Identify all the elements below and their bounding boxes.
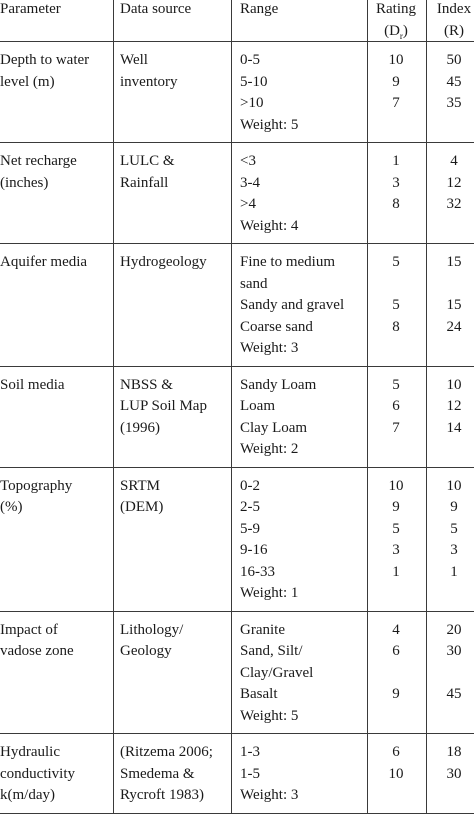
- data-source-cell: [120, 244, 238, 274]
- range-value: 0-5: [240, 52, 260, 68]
- data-source-cell: [120, 734, 238, 807]
- rating-value: 8: [392, 318, 400, 335]
- header-index-label: Index: [436, 1, 472, 17]
- index-value: 45: [446, 686, 462, 702]
- rating-value: 1: [392, 153, 400, 169]
- parameter-text: Soil media: [0, 376, 65, 393]
- index-value: [430, 663, 474, 685]
- rating-cell: [368, 143, 424, 216]
- rating-cell: [368, 42, 424, 115]
- range-value: Basalt: [240, 686, 278, 702]
- data-source-text: Rainfall: [120, 174, 169, 191]
- index-cell: [430, 612, 474, 706]
- data-source-cell: [120, 367, 238, 440]
- data-source-text: SRTM: [120, 477, 160, 494]
- range-cell: [240, 367, 368, 461]
- rating-value: 7: [392, 95, 400, 111]
- weight-value: Weight: 3: [240, 340, 299, 356]
- rating-value: 3: [392, 542, 400, 558]
- range-value: 0-2: [240, 477, 260, 494]
- weight-value: Weight: 5: [240, 116, 299, 133]
- index-value: 24: [446, 318, 462, 335]
- range-value: Fine to medium: [240, 254, 335, 270]
- parameter-text: (%): [0, 499, 23, 515]
- index-value: 18: [446, 744, 462, 760]
- data-source-text: LUP Soil Map: [120, 398, 207, 414]
- index-cell: [430, 143, 474, 216]
- rating-value: 4: [392, 621, 400, 638]
- rating-value: 10: [388, 477, 404, 494]
- header-index-symbol: (R): [444, 23, 464, 39]
- rating-value: 6: [392, 643, 400, 659]
- table-row: [0, 244, 474, 367]
- index-value: 3: [450, 542, 458, 558]
- data-source-text: inventory: [120, 73, 178, 90]
- range-value: 1-3: [240, 744, 260, 760]
- range-value: Coarse sand: [240, 318, 313, 335]
- range-cell: [240, 143, 368, 237]
- index-value: 1: [450, 563, 458, 580]
- range-cell: [240, 734, 368, 807]
- header-rating-symbol: $(D_r)$: [384, 23, 408, 41]
- table-row: [0, 734, 474, 814]
- index-value: 12: [446, 398, 462, 414]
- parameter-cell: [0, 612, 112, 663]
- data-source-cell: [120, 42, 238, 93]
- range-value: 5-10: [240, 73, 268, 90]
- range-cell: [240, 244, 368, 360]
- table-row: [0, 367, 474, 468]
- data-source-cell: [120, 612, 238, 663]
- table-row: [0, 468, 474, 612]
- parameter-text: Topography: [0, 477, 73, 494]
- range-value: 2-5: [240, 499, 260, 515]
- data-source-text: Smedema &: [120, 765, 195, 782]
- parameter-text: Net recharge: [0, 153, 77, 169]
- rating-value: 6: [392, 398, 400, 414]
- header-row: [0, 0, 474, 42]
- rating-value: 10: [388, 765, 404, 782]
- index-value: 5: [450, 520, 458, 537]
- parameter-text: Impact of: [0, 621, 58, 638]
- data-source-text: (1996): [120, 419, 160, 436]
- range-value: Sand, Silt/: [240, 643, 303, 659]
- table-row: [0, 143, 474, 244]
- index-value: 50: [446, 52, 462, 68]
- index-value: 15: [446, 297, 462, 313]
- index-cell: [430, 244, 474, 338]
- range-value: Clay Loam: [240, 419, 308, 436]
- range-value: Clay/Gravel: [240, 664, 314, 681]
- rating-value: 5: [392, 254, 400, 270]
- index-value: 15: [446, 254, 462, 270]
- header-parameter-label: Parameter: [0, 1, 61, 17]
- index-value: 45: [446, 73, 462, 90]
- index-value: 30: [446, 765, 462, 782]
- rating-value: 5: [392, 376, 400, 393]
- rating-value: 6: [392, 744, 400, 760]
- range-value: Granite: [240, 621, 285, 638]
- index-cell: [430, 42, 474, 115]
- table-row: [0, 612, 474, 735]
- range-cell: [240, 612, 368, 728]
- table-row: [0, 42, 474, 143]
- header-range: [240, 0, 368, 20]
- rating-value: 9: [392, 686, 400, 702]
- header-range-label: Range: [240, 1, 279, 17]
- rating-value: 1: [392, 563, 400, 580]
- rating-value: 7: [392, 419, 400, 436]
- parameter-text: (inches): [0, 174, 49, 191]
- rating-cell: [368, 734, 424, 785]
- range-value: 1-5: [240, 765, 260, 782]
- data-source-text: (Ritzema 2006;: [120, 744, 213, 760]
- index-cell: [430, 367, 474, 440]
- parameter-text: Hydraulic: [0, 744, 60, 760]
- parameter-cell: [0, 143, 112, 194]
- data-source-text: (DEM): [120, 499, 164, 515]
- rating-value: 5: [392, 297, 400, 313]
- parameter-text: k(m/day): [0, 787, 55, 803]
- index-value: 30: [446, 643, 462, 659]
- parameter-text: level (m): [0, 73, 55, 90]
- index-value: 35: [446, 95, 462, 111]
- weight-value: Weight: 3: [240, 787, 299, 803]
- rating-value: [368, 274, 424, 296]
- index-value: [430, 274, 474, 296]
- header-index: [430, 0, 474, 42]
- range-value: 3-4: [240, 174, 260, 191]
- weight-value: Weight: 4: [240, 217, 299, 234]
- rating-cell: [368, 612, 424, 706]
- weight-value: Weight: 5: [240, 707, 299, 724]
- rating-value: [368, 663, 424, 685]
- header-data-source-label: Data source: [120, 1, 192, 17]
- range-value: Loam: [240, 398, 275, 414]
- index-value: 32: [446, 196, 462, 212]
- parameter-cell: [0, 367, 112, 397]
- range-value: >4: [240, 196, 256, 212]
- rating-cell: [368, 367, 424, 440]
- parameter-text: Aquifer media: [0, 254, 88, 270]
- range-cell: [240, 42, 368, 136]
- data-source-text: Hydrogeology: [120, 254, 207, 270]
- weight-value: Weight: 1: [240, 585, 299, 601]
- parameter-text: conductivity: [0, 765, 75, 782]
- parameter-cell: [0, 244, 112, 274]
- data-source-text: Lithology/: [120, 621, 184, 638]
- rating-value: 3: [392, 174, 400, 191]
- range-value: 5-9: [240, 520, 260, 537]
- data-source-cell: [120, 143, 238, 194]
- header-data-source: [120, 0, 238, 20]
- index-value: 10: [446, 376, 462, 393]
- range-value: <3: [240, 153, 256, 169]
- index-value: 12: [446, 174, 462, 191]
- data-source-text: Well: [120, 52, 148, 68]
- range-value: Sandy Loam: [240, 376, 317, 393]
- parameter-text: Depth to water: [0, 52, 90, 68]
- rating-value: 9: [392, 73, 400, 90]
- rating-cell: [368, 468, 424, 584]
- parameter-text: vadose zone: [0, 643, 74, 659]
- weight-value: Weight: 2: [240, 441, 299, 457]
- range-value: Sandy and gravel: [240, 297, 345, 313]
- data-source-text: NBSS &: [120, 376, 173, 393]
- index-value: 4: [450, 153, 458, 169]
- data-source-cell: [120, 468, 238, 519]
- index-value: 10: [446, 477, 462, 494]
- rating-value: 10: [388, 52, 404, 68]
- rating-value: 8: [392, 196, 400, 212]
- rating-value: 5: [392, 520, 400, 537]
- index-value: 9: [450, 499, 458, 515]
- index-value: 20: [446, 621, 462, 638]
- parameter-cell: [0, 468, 112, 519]
- data-source-text: Geology: [120, 643, 172, 659]
- header-parameter: [0, 0, 112, 20]
- index-cell: [430, 734, 474, 785]
- data-source-text: Rycroft 1983): [120, 787, 204, 803]
- header-rating-label: Rating: [376, 1, 416, 17]
- parameter-cell: [0, 734, 112, 807]
- header-rating: [368, 0, 424, 42]
- rating-value: 9: [392, 499, 400, 515]
- range-value: 9-16: [240, 542, 268, 558]
- index-value: 14: [446, 419, 462, 436]
- range-value: 16-33: [240, 563, 275, 580]
- range-value: sand: [240, 275, 268, 292]
- parameter-cell: [0, 42, 112, 93]
- range-value: >10: [240, 95, 264, 111]
- rating-cell: [368, 244, 424, 338]
- data-source-text: LULC &: [120, 153, 175, 169]
- range-cell: [240, 468, 368, 605]
- index-cell: [430, 468, 474, 584]
